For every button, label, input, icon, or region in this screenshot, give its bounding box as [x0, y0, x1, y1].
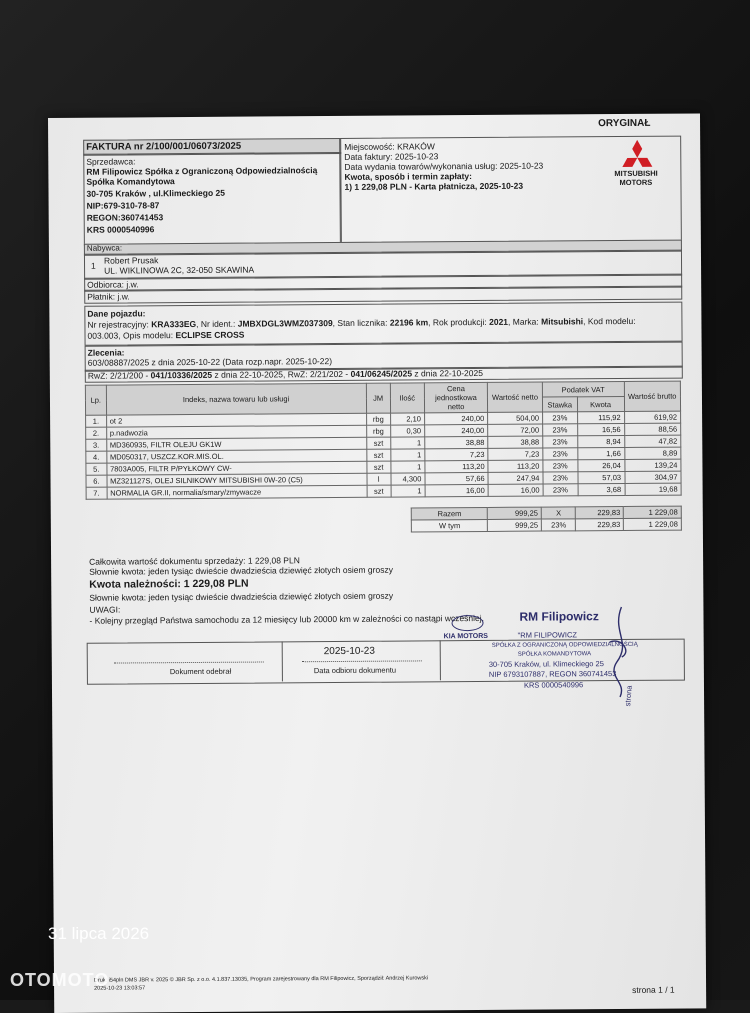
seller-address: 30-705 Kraków , ul.Klimeckiego 25 — [86, 187, 225, 199]
cell-jm: szt — [366, 437, 390, 449]
cell-name: p.nadwozia — [106, 425, 366, 439]
cell-lp: 7. — [86, 487, 107, 499]
col-jm: JM — [366, 383, 390, 413]
delivery-date: Data wydania towarów/wykonania usług: 2025-10-23 — [344, 160, 544, 172]
cell-price: 7,23 — [425, 448, 488, 460]
col-vat: Podatek VAT — [542, 381, 624, 397]
cell-net: 247,94 — [488, 472, 543, 484]
cell-vat: 8,94 — [577, 435, 624, 447]
cell-vat: 16,56 — [577, 423, 624, 435]
stamp-line3: SPÓŁKA KOMANDYTOWA — [517, 651, 592, 658]
cell-price: 16,00 — [425, 484, 488, 496]
cell-gross: 47,82 — [624, 435, 681, 447]
cell-gross: 619,92 — [624, 411, 681, 423]
col-vat-amount: Kwota — [577, 396, 624, 411]
rwz-line: RwZ: 2/21/200 - 041/10336/2025 z dnia 22-10-2025, RwZ: 2/21/202 - 041/06245/2025 z dnia 22-10-2025 — [87, 367, 483, 381]
footer-line2: 2025-10-23 13:03:57 — [94, 985, 146, 992]
col-name: Indeks, nazwa towaru lub usługi — [106, 383, 366, 415]
summary-razem: Razem 999,25 X 229,83 1 229,08 — [411, 506, 681, 520]
stamp-line1: "RM FILIPOWICZ — [517, 630, 577, 640]
seller-nip: NIP:679-310-78-87 — [86, 200, 160, 211]
cell-jm: l — [367, 473, 391, 485]
vehicle-line2: 003.003, Opis modelu: ECLIPSE CROSS — [87, 329, 245, 341]
cell-rate: 23% — [543, 472, 578, 484]
total-line: Całkowita wartość dokumentu sprzedaży: 1 229,08 PLN — [89, 555, 300, 567]
cell-qty: 1 — [391, 485, 425, 497]
cell-vat: 3,68 — [578, 483, 625, 495]
cell-qty: 1 — [391, 437, 425, 449]
due-words: Słownie kwota: jeden tysiąc dwieście dwadzieścia dziewięć złotych osiem groszy — [89, 590, 394, 603]
invoice-date: Data faktury: 2025-10-23 — [344, 151, 439, 162]
buyer-num: 1 — [90, 260, 96, 271]
summary-table — [411, 506, 682, 533]
seller-label: Sprzedawca: — [86, 156, 136, 167]
cell-rate: 23% — [543, 448, 578, 460]
stamp-line2: SPÓŁKA Z OGRANICZONĄ ODPOWIEDZIALNOŚCIĄ — [491, 641, 638, 649]
items-table — [85, 381, 682, 500]
cell-price: 38,88 — [425, 436, 488, 448]
cell-name: MD050317, USZCZ.KOR.MIS.OL. — [106, 449, 366, 463]
uwagi-label: UWAGI: — [89, 604, 121, 615]
cell-vat: 26,04 — [577, 459, 624, 471]
brand-line2: MOTORS — [619, 177, 653, 188]
cell-price: 113,20 — [425, 460, 488, 472]
stamp-line5: NIP 6793107887, REGON 360741453 — [488, 669, 617, 679]
cell-vat: 1,66 — [577, 447, 624, 459]
payer: Płatnik: j.w. — [87, 291, 130, 302]
cell-qty: 4,300 — [391, 473, 425, 485]
cell-jm: rbg — [366, 413, 390, 425]
col-qty: Ilość — [390, 383, 424, 413]
received-date-label: Data odbioru dokumentu — [313, 665, 397, 676]
cell-gross: 19,68 — [625, 483, 682, 495]
cell-jm: rbg — [366, 425, 390, 437]
payment-line: 1) 1 229,08 PLN - Karta płatnicza, 2025-10-23 — [344, 180, 524, 192]
cell-name: 7803A005, FILTR P/PYŁKOWY CW- — [107, 461, 367, 475]
received-date: 2025-10-23 — [323, 645, 375, 658]
cell-price: 240,00 — [424, 412, 487, 424]
cell-vat: 57,03 — [578, 471, 625, 483]
footer-page: strona 1 / 1 — [632, 984, 675, 995]
footer-line1: Druk: i54pln DMS JBR v. 2025 © JBR Sp. z o.o. 4.1.837.13035, Program zarejestrowany dla RM Filipowicz, Sporządził: Andrzej Kurowski — [94, 975, 429, 984]
cell-net: 7,23 — [488, 448, 543, 460]
invoice-title: FAKTURA nr 2/100/001/06073/2025 — [86, 140, 242, 153]
stamp-kia: KIA MOTORS — [443, 632, 488, 641]
cell-gross: 304,97 — [625, 471, 682, 483]
brand-line1: MITSUBISHI — [614, 168, 658, 179]
cell-lp: 3. — [86, 439, 107, 451]
seller-regon: REGON:360741453 — [86, 212, 164, 223]
cell-name: NORMALIA GR.II, normalia/smary/zmywacze — [107, 485, 367, 499]
summary-wtym: W tym 999,25 23% 229,83 1 229,08 — [411, 518, 681, 532]
orders-line: 603/08887/2025 z dnia 2025-10-22 (Data rozp.napr. 2025-10-22) — [87, 356, 333, 368]
cell-name: MD360935, FILTR OLEJU GK1W — [106, 437, 366, 451]
seller-line2: Spółka Komandytowa — [86, 176, 175, 187]
cell-name: ot 2 — [106, 413, 366, 427]
stamp-line4: 30-705 Kraków, ul. Klimeckiego 25 — [488, 659, 604, 669]
cell-net: 113,20 — [488, 460, 543, 472]
col-unit-price: Cena jednostkowa netto — [424, 382, 488, 412]
otomoto-watermark: OTOMOTO — [10, 970, 110, 990]
buyer-name: Robert Prusak — [103, 255, 159, 266]
cell-rate: 23% — [543, 412, 578, 424]
col-lp: Lp. — [85, 385, 106, 415]
cell-lp: 5. — [86, 463, 107, 475]
cell-vat: 115,92 — [577, 411, 624, 423]
cell-gross: 139,24 — [624, 459, 681, 471]
cell-name: MZ321127S, OLEJ SILNIKOWY MITSUBISHI 0W-20 (C5) — [107, 473, 367, 487]
cell-rate: 23% — [543, 436, 578, 448]
cell-lp: 4. — [86, 451, 107, 463]
signature-scribble — [591, 602, 642, 702]
cell-qty: 0,30 — [390, 425, 424, 437]
cell-lp: 6. — [86, 475, 107, 487]
total-words: Słownie kwota: jeden tysiąc dwieście dwadzieścia dziewięć złotych osiem groszy — [89, 564, 393, 577]
col-rate: Stawka — [542, 397, 577, 412]
original-label: ORYGINAŁ — [598, 117, 651, 130]
seller-krs: KRS 0000540996 — [86, 224, 155, 235]
stamp-rm: RM Filipowicz — [519, 609, 599, 624]
uwagi-note: - Kolejny przegląd Państwa samochodu za 12 miesięcy lub 20000 km w zależności co nastąpi wcześniej. — [89, 612, 485, 626]
cell-lp: 2. — [86, 427, 107, 439]
col-net: Wartość netto — [488, 382, 543, 412]
col-gross: Wartość brutto — [624, 381, 681, 411]
cell-rate: 23% — [543, 424, 578, 436]
cell-gross: 88,56 — [624, 423, 681, 435]
cell-jm: szt — [366, 449, 390, 461]
recipient: Odbiorca: j.w. — [87, 279, 139, 290]
cell-price: 240,00 — [425, 424, 488, 436]
cell-rate: 23% — [543, 460, 578, 472]
cell-rate: 23% — [543, 484, 578, 496]
cell-net: 38,88 — [488, 436, 543, 448]
cell-jm: szt — [367, 485, 391, 497]
vehicle-line1: Nr rejestracyjny: KRA333EG, Nr ident.: JMBXDGL3WMZ037309, Stan licznika: 22196 km, Rok produkcji: 2021, Marka: Mitsubishi, Kod modelu: — [87, 315, 636, 330]
orders-label: Zlecenia: — [87, 347, 125, 358]
photo-date-watermark: 31 lipca 2026 — [48, 924, 150, 943]
cell-net: 16,00 — [488, 484, 543, 496]
cell-qty: 2,10 — [390, 413, 424, 425]
received-by-label: Dokument odebrał — [169, 666, 232, 677]
due-amount: Kwota należności: 1 229,08 PLN — [89, 577, 249, 591]
invoice-sheet — [48, 113, 706, 1013]
kia-logo-icon — [451, 615, 483, 631]
payer-box — [84, 286, 682, 304]
cell-jm: szt — [366, 461, 390, 473]
seller-line1: RM Filipowicz Spółka z Ograniczoną Odpowiedzialnością — [86, 165, 318, 177]
cell-price: 57,66 — [425, 472, 488, 484]
stamp-line6: KRS 0000540996 — [523, 680, 584, 690]
cell-lp: 1. — [86, 415, 107, 427]
cell-gross: 8,89 — [624, 447, 681, 459]
cell-net: 504,00 — [488, 412, 543, 424]
buyer-address: UL. WIKLINOWA 2C, 32-050 SKAWINA — [104, 264, 255, 276]
vehicle-label: Dane pojazdu: — [87, 308, 146, 319]
stamp-strona: strona — [623, 685, 634, 707]
payment-title: Kwota, sposób i termin zapłaty: — [344, 171, 472, 182]
issue-place: Miejscowość: KRAKÓW — [344, 141, 435, 152]
buyer-label: Nabywca: — [86, 243, 123, 253]
cell-qty: 1 — [391, 461, 425, 473]
cell-net: 72,00 — [488, 424, 543, 436]
cell-qty: 1 — [391, 449, 425, 461]
